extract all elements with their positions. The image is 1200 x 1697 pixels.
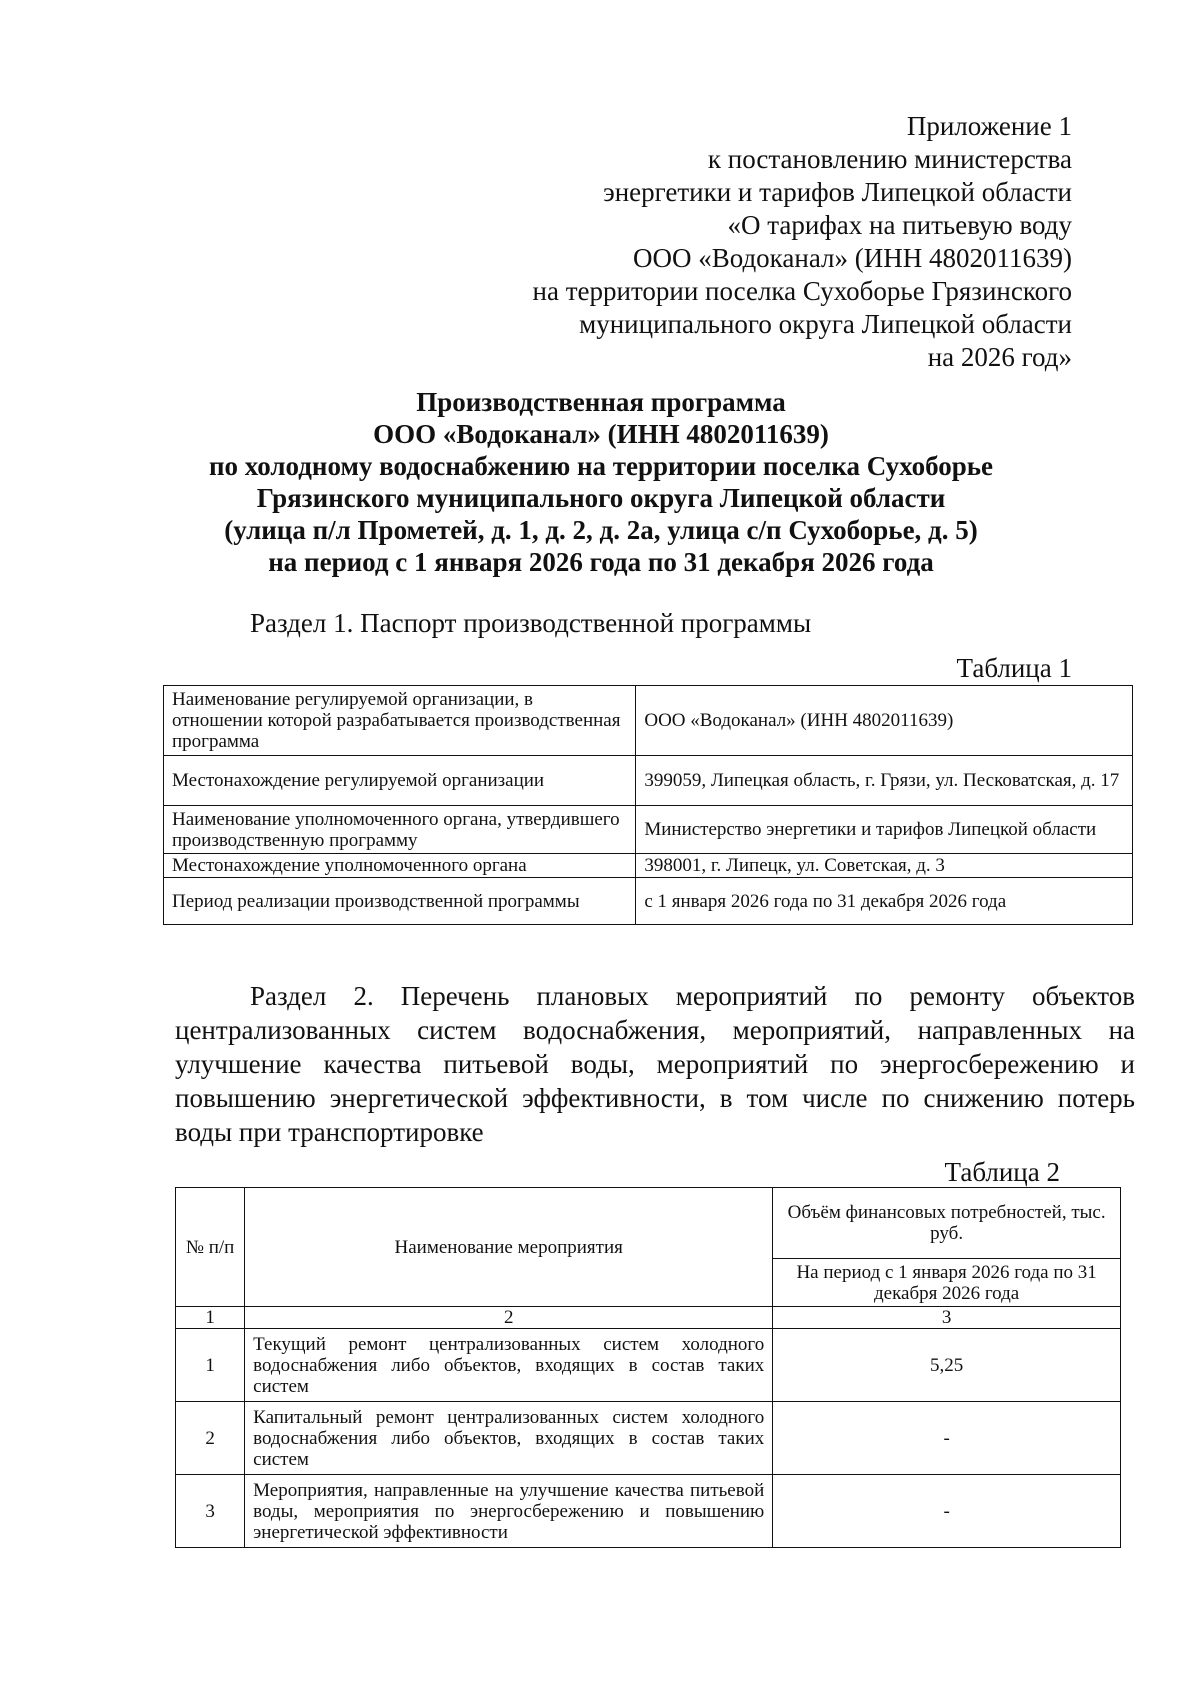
- passport-value: Министерство энергетики и тарифов Липецкой области: [636, 806, 1133, 854]
- appendix-line: к постановлению министерства: [707, 144, 1072, 174]
- table2-caption: Таблица 2: [944, 1157, 1060, 1187]
- row-number: 2: [176, 1402, 245, 1475]
- title-line: ООО «Водоканал» (ИНН 4802011639): [373, 419, 829, 449]
- appendix-line: муниципального округа Липецкой области: [579, 309, 1072, 339]
- passport-value: 399059, Липецкая область, г. Грязи, ул. Песковатская, д. 17: [636, 756, 1133, 806]
- title-line: (улица п/л Прометей, д. 1, д. 2, д. 2а, улица с/п Сухоборье, д. 5): [224, 515, 978, 545]
- appendix-line: энергетики и тарифов Липецкой области: [603, 177, 1072, 207]
- table-index-row: [176, 1307, 1121, 1329]
- appendix-line: Приложение 1: [906, 111, 1072, 141]
- section1-heading: Раздел 1. Паспорт производственной программы: [250, 608, 812, 638]
- title-line: на период с 1 января 2026 года по 31 декабря 2026 года: [268, 547, 934, 577]
- measure-name: Мероприятия, направленные на улучшение качества питьевой воды, мероприятия по энергосбережению и повышению энергетической эффективности: [245, 1475, 773, 1548]
- appendix-line: ООО «Водоканал» (ИНН 4802011639): [632, 243, 1072, 273]
- column-index: 2: [245, 1307, 773, 1329]
- title-line: Грязинского муниципального округа Липецкой области: [256, 483, 946, 513]
- passport-label: Местонахождение регулируемой организации: [164, 756, 636, 806]
- column-index: 1: [176, 1307, 245, 1329]
- measure-value: 5,25: [773, 1329, 1121, 1402]
- table-header-row: [176, 1188, 1121, 1259]
- passport-value: ООО «Водоканал» (ИНН 4802011639): [636, 686, 1133, 756]
- row-number: 1: [176, 1329, 245, 1402]
- table-row: [176, 1475, 1121, 1548]
- row-number: 3: [176, 1475, 245, 1548]
- appendix-line: на 2026 год»: [927, 342, 1072, 372]
- table-row: [176, 1329, 1121, 1402]
- header-name: Наименование мероприятия: [245, 1188, 773, 1307]
- passport-label: Наименование регулируемой организации, в отношении которой разрабатывается производственная программа: [164, 686, 636, 756]
- measure-value: -: [773, 1402, 1121, 1475]
- passport-label: Наименование уполномоченного органа, утвердившего производственную программу: [164, 806, 636, 854]
- measure-name: Капитальный ремонт централизованных систем холодного водоснабжения либо объектов, входящих в состав таких систем: [245, 1402, 773, 1475]
- table-row: [176, 1402, 1121, 1475]
- table-row: [164, 854, 1133, 878]
- appendix-line: «О тарифах на питьевую воду: [727, 210, 1072, 240]
- header-num: № п/п: [176, 1188, 245, 1307]
- passport-label: Местонахождение уполномоченного органа: [164, 854, 636, 878]
- column-index: 3: [773, 1307, 1121, 1329]
- table-row: [164, 878, 1133, 925]
- appendix-header: [533, 110, 1072, 374]
- header-period: На период с 1 января 2026 года по 31 декабря 2026 года: [773, 1259, 1121, 1307]
- passport-table: [163, 685, 1133, 925]
- measure-value: -: [773, 1475, 1121, 1548]
- table1-caption: Таблица 1: [956, 653, 1072, 683]
- header-volume: Объём финансовых потребностей, тыс. руб.: [773, 1188, 1121, 1259]
- passport-label: Период реализации производственной программы: [164, 878, 636, 925]
- passport-value: 398001, г. Липецк, ул. Советская, д. 3: [636, 854, 1133, 878]
- section2-heading: Раздел 2. Перечень плановых мероприятий по ремонту объектов централизованных систем водоснабжения, мероприятий, направленных на улучшение качества питьевой воды, мероприятий по энергосбережению и повышению энергетической эффективности, в том числе по снижению потерь воды при транспортировке: [175, 981, 1135, 1147]
- title-line: Производственная программа: [416, 387, 786, 417]
- measures-table: [175, 1187, 1121, 1548]
- table-row: [164, 756, 1133, 806]
- table-row: [164, 806, 1133, 854]
- title-line: по холодному водоснабжению на территории поселка Сухоборье: [208, 451, 994, 481]
- table-row: [164, 686, 1133, 756]
- measure-name: Текущий ремонт централизованных систем холодного водоснабжения либо объектов, входящих в состав таких систем: [245, 1329, 773, 1402]
- passport-value: с 1 января 2026 года по 31 декабря 2026 года: [636, 878, 1133, 925]
- appendix-line: на территории поселка Сухоборье Грязинского: [532, 276, 1072, 306]
- document-title: [120, 386, 1082, 578]
